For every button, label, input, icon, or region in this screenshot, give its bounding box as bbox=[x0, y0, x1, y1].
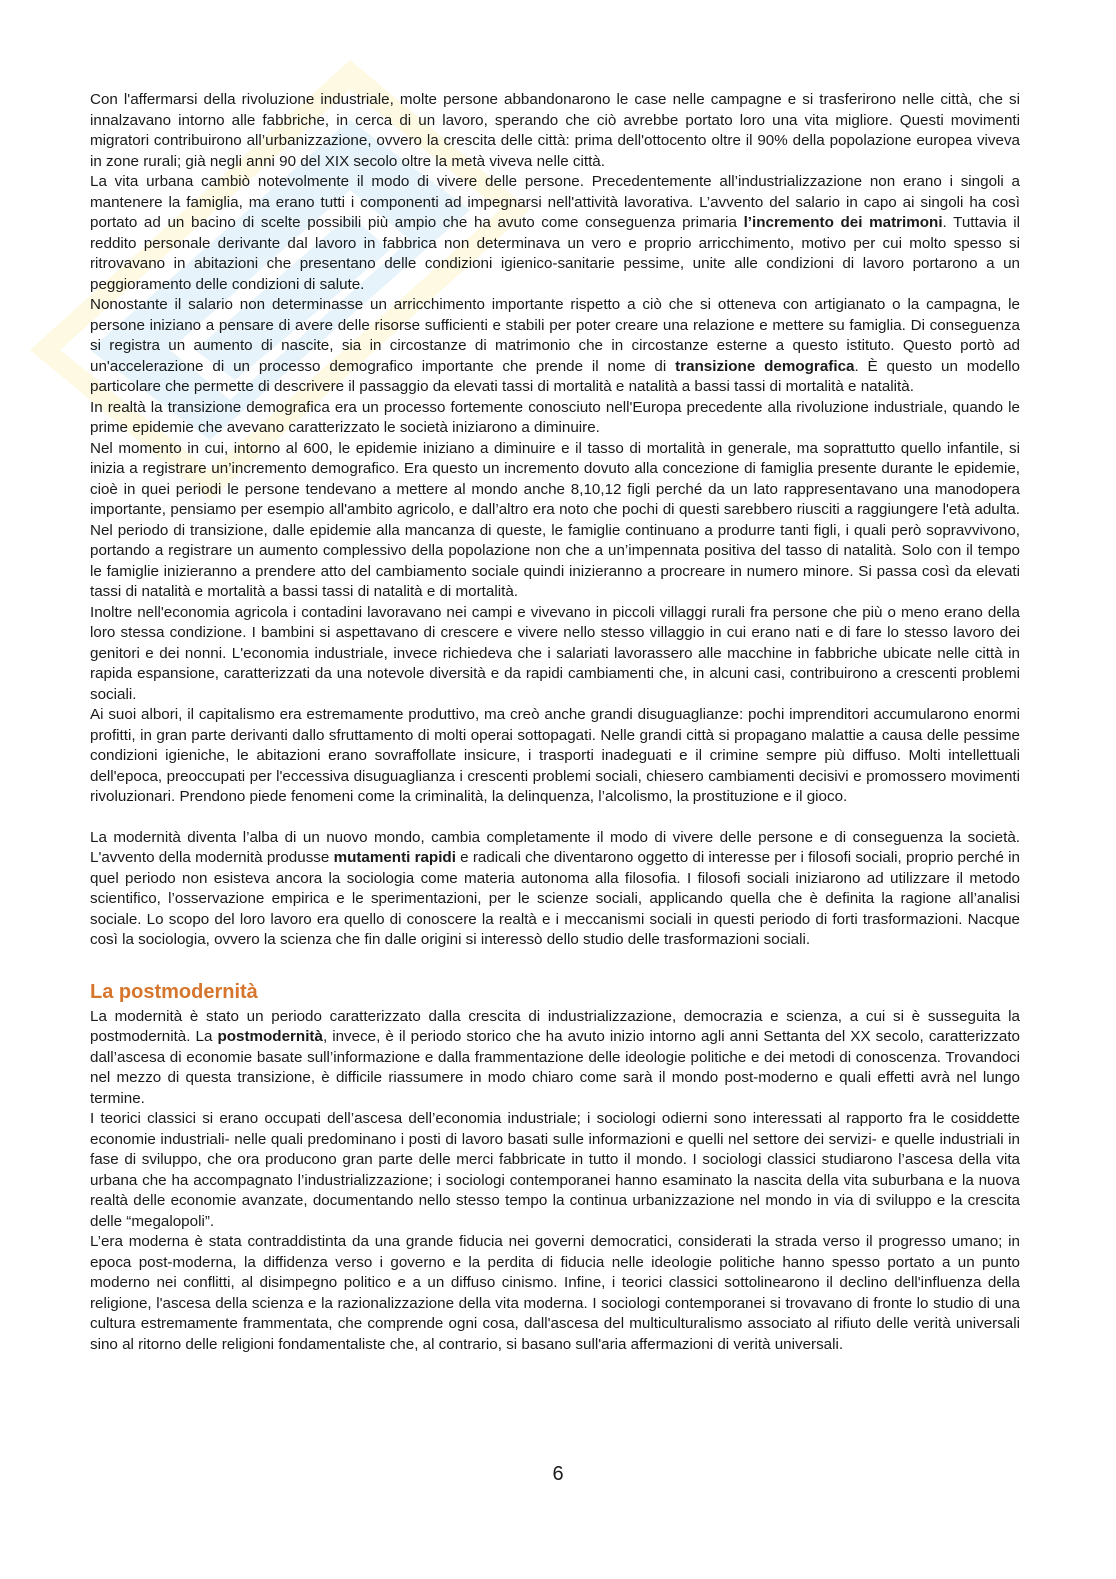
paragraph: Nel momento in cui, intorno al 600, le epidemie iniziano a diminuire e il tasso di mortalità in generale, ma soprattutto quello infantile, si inizia a registrare un’incremento demografico. Era questo un incremento dovuto alla concezione di famiglia presente durante le epidemie, cioè in quei periodi le persone tendevano a mettere al mondo anche 8,10,12 figli perché da un lato rappresentavano una manodopera importante, pensiamo per esempio all'ambito agricolo, e dall’altro era noto che pochi di questi sarebbero riusciti a raggiungere l'età adulta. Nel periodo di transizione, dalle epidemie alla mancanza di queste, le famiglie continuano a produrre tanti figli, i quali però sopravvivono, portando a registrare un aumento complessivo della popolazione non che a un’impennata positiva del tasso di natalità. Solo con il tempo le famiglie inizieranno a prendere atto del cambiamento sociale quindi inizieranno a procreare in numero minore. Si passa così da elevati tassi di natalità e mortalità a bassi tassi di natalità e di mortalità. bbox=[90, 439, 1020, 600]
paragraph bbox=[90, 172, 1020, 295]
paragraph: I teorici classici si erano occupati dell’ascesa dell’economia industriale; i sociologi odierni sono interessati al rapporto fra le cosiddette economie industriali- nelle quali predominano i posti di lavoro basati sulle informazioni e quelli nel settore dei servizi- e quelle industriali in fase di sviluppo, che ora producono gran parte delle merci fabbricate in tutto il mondo. I sociologi classici studiarono l’ascesa della vita urbana che ha accompagnato l’industrializzazione; i sociologi contemporanei hanno esaminato la nascita della vita suburbana e la nuova realtà delle economie avanzate, documentando nello stesso tempo la continua urbanizzazione nel mondo in via di sviluppo e la crescita delle “megalopoli”. bbox=[90, 1110, 1020, 1230]
document-page bbox=[90, 90, 1020, 1355]
bold-term: transizione demografica bbox=[675, 357, 855, 375]
bold-term: mutamenti rapidi bbox=[333, 849, 456, 866]
paragraph: Con l'affermarsi della rivoluzione industriale, molte persone abbandonarono le case nelle campagne e si trasferirono nelle città, che si innalzavano intorno alle fabbriche, in cerca di un lavoro, sperando che ciò avrebbe portato loro una vita migliore. Questi movimenti migratori contribuirono all’urbanizzazione, ovvero la crescita delle città: prima dell'ottocento oltre il 90% della popolazione europea viveva in zone rurali; già negli anni 90 del XIX secolo oltre la metà viveva nelle città. bbox=[90, 91, 1020, 170]
paragraph bbox=[90, 1007, 1020, 1110]
paragraph-text: , invece, è il periodo storico che ha avuto inizio intorno agli anni Settanta del XX secolo, caratterizzato dall’ascesa di economie basate sull’informazione e dalla frammentazione delle ideologie politiche e dei metodi di conoscenza. Trovandoci nel mezzo di questa transizione, è difficile riassumere in modo chiaro come sarà il mondo post-moderno e quali effetti avrà nel lungo termine. bbox=[90, 1028, 1020, 1107]
paragraph-text: Nonostante il salario non determinasse un arricchimento importante rispetto a ciò che si otteneva con artigianato o la campagna, le persone iniziano a pensare di avere delle risorse sufficienti e stabili per poter creare una relazione e mettere su famiglia. Di conseguenza si registra un aumento di nascite, sia in circostanze di matrimonio che in circostanze esterne a questo istituto. Questo portò ad un'accelerazione di un processo demografico importante che prende il nome di bbox=[90, 296, 1020, 375]
bold-term: l’incremento dei matrimoni bbox=[743, 214, 943, 231]
page-number: 6 bbox=[552, 1463, 564, 1485]
bold-term: postmodernità bbox=[217, 1028, 323, 1045]
paragraph: In realtà la transizione demografica era un processo fortemente conosciuto nell'Europa precedente alla rivoluzione industriale, quando le prime epidemie che avevano caratterizzato le società iniziarono a diminuire. bbox=[90, 398, 1020, 436]
paragraph-text: La vita urbana cambiò notevolmente il modo di vivere delle persone. Precedentemente all’industrializzazione non erano i singoli a mantenere la famiglia, ma erano tutti i componenti ad impegnarsi nell'attività lavorativa. L’avvento del salario in capo ai singoli ha così portato ad un bacino di scelte possibili più ampio che ha avuto come conseguenza primaria bbox=[90, 173, 1020, 231]
paragraph: Ai suoi albori, il capitalismo era estremamente produttivo, ma creò anche grandi disuguaglianze: pochi imprenditori accumularono enormi profitti, in gran parte derivanti dallo sfruttamento di molti operai sottopagati. Nelle grandi città si propagano malattie a causa delle pessime condizioni igieniche, le abitazioni erano sovraffollate insicure, i trasporti inadeguati e il crimine sempre più diffuso. Molti intellettuali dell'epoca, preoccupati per l'eccessiva disuguaglianza i crescenti problemi sociali, chiesero cambiamenti decisivi e promossero movimenti rivoluzionari. Prendono piede fenomeni come la criminalità, la delinquenza, l’alcolismo, la prostituzione e il gioco. bbox=[90, 706, 1020, 805]
paragraph bbox=[90, 295, 1020, 398]
paragraph: Inoltre nell'economia agricola i contadini lavoravano nei campi e vivevano in piccoli villaggi rurali fra persone che più o meno erano della loro stessa condizione. I bambini si aspettavano di crescere e vivere nello stesso villaggio in cui erano nati e di fare lo stesso lavoro dei genitori e dei nonni. L'economia industriale, invece richiedeva che i salariati lavorassero alle macchine in fabbriche ubicate nelle città in rapida espansione, caratterizzati da una notevole diversità e da rapidi cambiamenti che, in alcuni casi, contribuirono a crescenti problemi sociali. bbox=[90, 603, 1020, 703]
section-title-postmodernity: La postmodernità bbox=[90, 980, 258, 1003]
paragraph-modernity bbox=[90, 828, 1020, 951]
paragraph-spacer bbox=[90, 808, 1020, 828]
text-section-industrial-revolution bbox=[90, 90, 1020, 808]
paragraph: L’era moderna è stata contraddistinta da una grande fiducia nei governi democratici, considerati la strada verso il progresso umano; in epoca post-moderna, la diffidenza verso i governo e la perdita di fiducia nelle ideologie politiche hanno spesso portato a un punto moderno nei conflitti, al disimpegno politico e a un diffuso cinismo. Infine, i teorici classici sottolinearono il declino dell'influenza della religione, l'ascesa della scienza e la razionalizzazione della vita moderna. I sociologi contemporanei si trovavano di fronte lo studio di una cultura estremamente frammentata, che comprende ogni cosa, dall'ascesa del multiculturalismo associato al rifiuto delle verità universali sino al ritorno delle religioni fondamentaliste che, al contrario, si basano sull'aria affermazioni di verità universali. bbox=[90, 1233, 1020, 1353]
text-section-postmodernity bbox=[90, 1007, 1020, 1356]
paragraph-text: e radicali che diventarono oggetto di interesse per i filosofi sociali, proprio perché in quel periodo non esisteva ancora la sociologia come materia autonoma alla filosofia. I filosofi sociali iniziarono ad utilizzare il metodo scientifico, l’osservazione empirica e le sperimentazioni, per le scienze sociali, applicando quella che è definita la ragione all’analisi sociale. Lo scopo del loro lavoro era quello di conoscere la realtà e i meccanismi sociali in questi periodo di forti trasformazioni. Nacque così la sociologia, ovvero la scienza che fin dalle origini si interessò dello studio delle trasformazioni sociali. bbox=[90, 849, 1020, 948]
paragraph-text: . È questo un modello particolare che permette di descrivere il passaggio da elevati tassi di mortalità e natalità a bassi tassi di mortalità e natalità. bbox=[90, 357, 1020, 395]
paragraph-text: . Tuttavia il reddito personale derivante dal lavoro in fabbrica non determinava un vero e proprio arricchimento, motivo per cui molto spesso si ritrovavano in abitazioni che presentano delle condizioni igienico-sanitarie pessime, unite alle condizioni di lavoro portarono a un peggioramento delle condizioni di salute. bbox=[90, 214, 1020, 293]
paragraph-text: La modernità diventa l’alba di un nuovo mondo, cambia completamente il modo di vivere delle persone e di conseguenza la società. L'avvento della modernità produsse bbox=[90, 828, 1020, 866]
paragraph-text: La modernità è stato un periodo caratterizzato dalla crescita di industrializzazione, democrazia e scienza, a cui si è susseguita la postmodernità. La bbox=[90, 1007, 1020, 1045]
